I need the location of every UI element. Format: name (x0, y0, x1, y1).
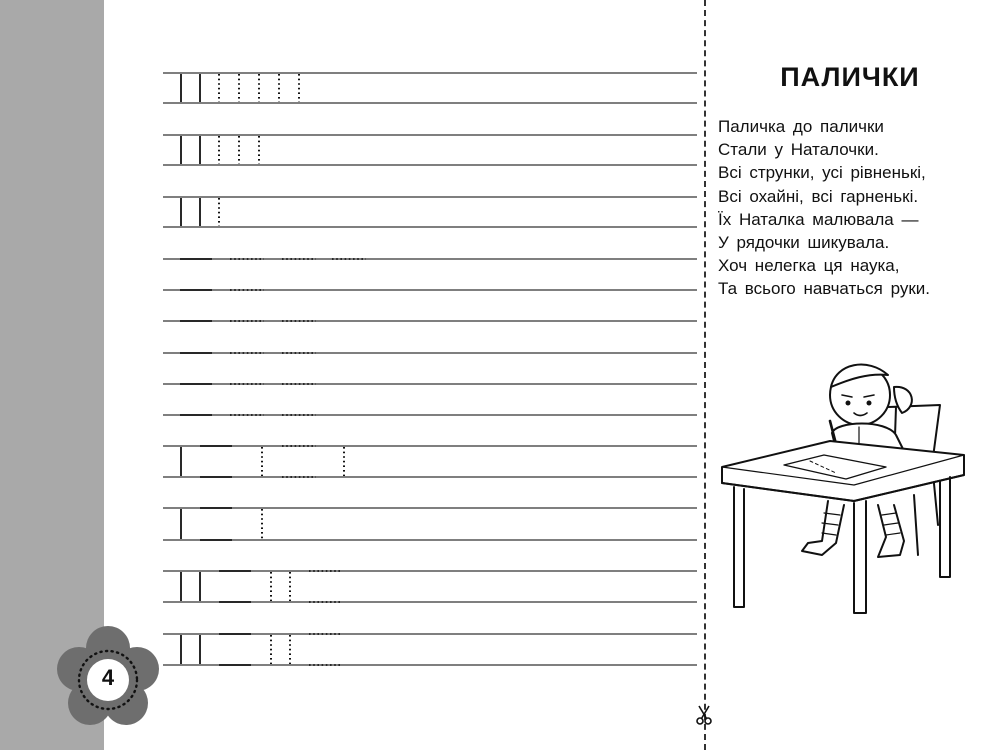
page-number: 4 (101, 665, 115, 690)
poem (718, 115, 988, 301)
poem-line: Всі струнки, усі рівненькі, (718, 163, 926, 183)
poem-line: Їх Наталка малювала — (718, 209, 919, 229)
poem-title: ПАЛИЧКИ (780, 62, 920, 92)
poem-line: Хоч нелегка ця наука, (718, 256, 900, 276)
writing-lines (163, 73, 697, 665)
scissors-icon (694, 704, 714, 726)
girl-writing-illustration (718, 345, 968, 620)
poem-line: Паличка до палички (718, 117, 884, 136)
poem-line: У рядочки шикувала. (718, 233, 890, 253)
poem-line: Та всього навчаться руки. (718, 279, 930, 299)
poem-line: Всі охайні, всі гарненькі. (718, 186, 919, 206)
stroke-patterns (180, 74, 366, 665)
poem-line: Стали у Наталочки. (718, 140, 879, 160)
cut-line (704, 0, 706, 750)
